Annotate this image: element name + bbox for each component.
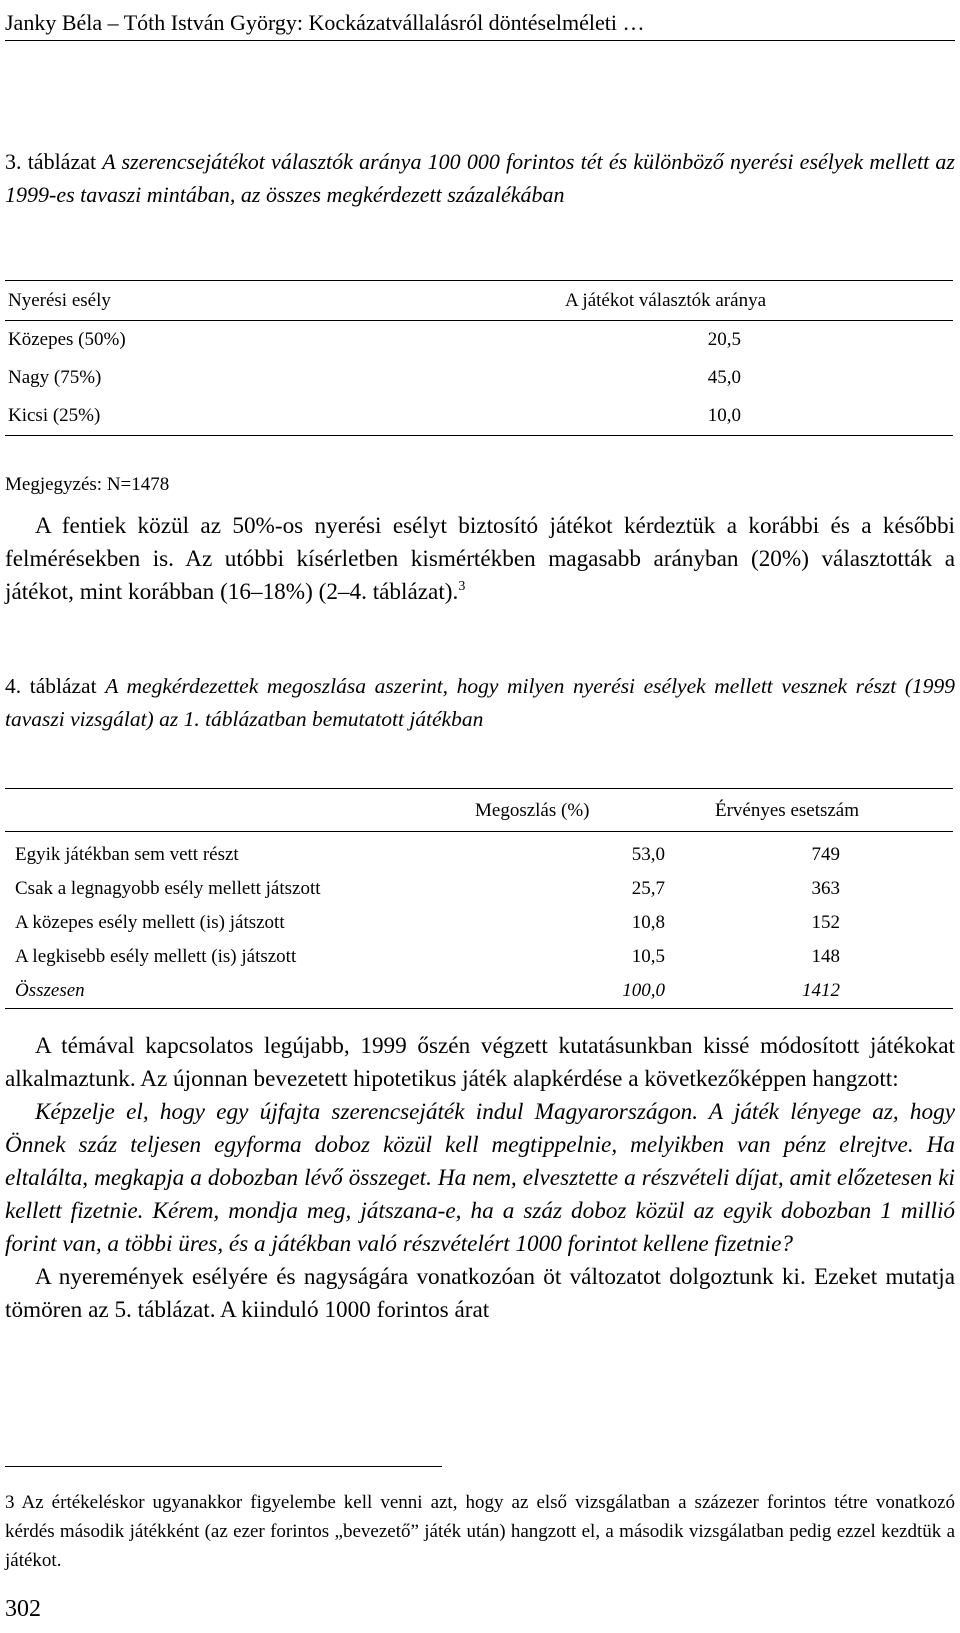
table-row (5, 872, 953, 906)
footnote-ref: 3 (458, 579, 466, 594)
table4-cell: 749 (811, 844, 840, 865)
table4-cell: 10,8 (631, 912, 665, 933)
table4-cell: A legkisebb esély mellett (is) játszott (15, 946, 297, 967)
table4-header-cases: Érvényes esetszám (715, 800, 860, 821)
paragraph-1 (5, 510, 955, 609)
running-header: Janky Béla – Tóth István György: Kockázatvállalásról döntéselméleti … (5, 6, 955, 41)
table3 (5, 280, 953, 436)
table4 (5, 788, 953, 1009)
table3-cell: 10,0 (707, 405, 741, 426)
table4-cell: 152 (811, 912, 840, 933)
paragraph-1-text (5, 510, 955, 609)
table4-cell: 100,0 (622, 980, 665, 1001)
table4-cell: 53,0 (631, 844, 665, 865)
table3-header-row (5, 281, 953, 321)
table-row (5, 397, 953, 435)
table-row (5, 906, 953, 940)
table4-cell: A közepes esély mellett (is) játszott (15, 912, 285, 933)
table3-note: Megjegyzés: N=1478 (5, 474, 170, 495)
table4-cell: 10,5 (631, 946, 665, 967)
table-row (5, 321, 953, 359)
page-number: 302 (5, 1596, 41, 1622)
paragraph-2-outro: A nyeremények esélyére és nagyságára vonatkozóan öt változatot dolgoztunk ki. Ezeket mutatja tömören az 5. táblázat. A kiinduló 1000 forintos árat (5, 1264, 955, 1323)
table3-cell: Közepes (50%) (8, 329, 126, 350)
paragraph-1-body: A fentiek közül az 50%-os nyerési esélyt biztosító játékot kérdeztük a korábbi és a későbbi felmérésekben is. Az utóbbi kísérletben kismértékben magasabb arányban (20%) választották a játékot, mint korábban (16–18%) (2–4. táblázat). (5, 513, 955, 605)
table4-header-row (5, 789, 953, 832)
table-row (5, 838, 953, 872)
table3-cell: 20,5 (707, 329, 741, 350)
paragraph-2-intro: A témával kapcsolatos legújabb, 1999 őszén végzett kutatásunkban kissé módosított játékokat alkalmaztunk. Az újonnan bevezetett hipotetikus játék alapkérdése a következőképpen hangzott: (5, 1033, 955, 1092)
table4-cell: Összesen (15, 980, 85, 1001)
table4-cell: 363 (811, 878, 840, 899)
table3-caption-text: A szerencsejátékot választók aránya 100 000 forintos tét és különböző nyerési esélyek mellett az 1999-es tavaszi mintában, az összes megkérdezett százalékában (5, 149, 955, 207)
table4-cell: 1412 (802, 980, 840, 1001)
table4-cell: 148 (811, 946, 840, 967)
table4-cell: 25,7 (631, 878, 665, 899)
footnote: 3 Az értékeléskor ugyanakkor figyelembe kell venni azt, hogy az első vizsgálatban a százezer forintos tétre vonatkozó kérdés második játékként (az ezer forintos „bevezető” játék után) hangzott el, a második vizsgálatban pedig ezzel kezdtük a játékot. (5, 1492, 955, 1571)
table4-label: 4. táblázat (5, 674, 97, 698)
table3-header-chance: Nyerési esély (8, 290, 111, 311)
table4-caption (5, 670, 955, 736)
table4-total-row (5, 974, 953, 1008)
quote-text: Képzelje el, hogy egy újfajta szerencsejáték indul Magyarországon. A játék lényege az, hogy Önnek száz teljesen egyforma doboz közül kell megtippelnie, melyikben van pénz elrejtve. Ha eltalálta, megkapja a dobozban lévő összeget. Ha nem, elvesztette a részvételi díjat, amit előzetesen ki kellett fizetnie. Kérem, mondja meg, játszana-e, ha a száz doboz közül az egyik dobozban 1 millió forint van, a többi üres, és a játékban való részvételért 1000 forintot kellene fizetnie? (5, 1099, 955, 1257)
table4-caption-text: A megkérdezettek megoszlása aszerint, hogy milyen nyerési esélyek mellett vesznek részt (1999 tavaszi vizsgálat) az 1. táblázatban bemutatott játékban (5, 674, 956, 731)
table4-cell: Csak a legnagyobb esély mellett játszott (15, 878, 321, 899)
table4-header-distribution: Megoszlás (%) (475, 800, 590, 821)
table-row (5, 359, 953, 397)
paragraph-2-quote (5, 1096, 955, 1261)
table3-cell: 45,0 (707, 367, 741, 388)
table3-cell: Nagy (75%) (8, 367, 102, 388)
table3-caption (5, 145, 955, 211)
paragraph-2 (5, 1030, 955, 1327)
table3-header-share: A játékot választók aránya (565, 290, 767, 311)
footnote-rule (5, 1466, 442, 1467)
table3-label: 3. táblázat (5, 149, 97, 174)
table-row (5, 940, 953, 974)
table3-cell: Kicsi (25%) (8, 405, 101, 426)
table4-cell: Egyik játékban sem vett részt (15, 844, 239, 865)
